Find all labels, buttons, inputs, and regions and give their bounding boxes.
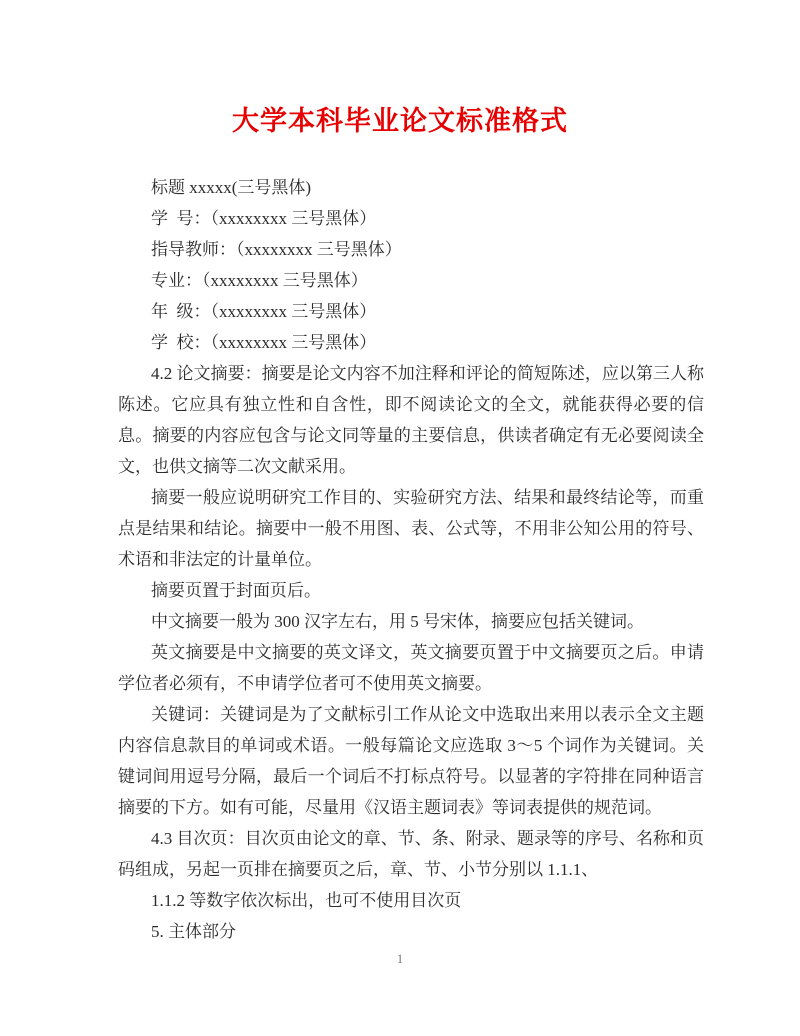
body-paragraph-chinese-abstract: 中文摘要一般为 300 汉字左右，用 5 号宋体，摘要应包括关键词。	[151, 612, 644, 631]
field-line-major: 专业：（xxxxxxxx 三号黑体）	[151, 271, 368, 290]
field-line-advisor: 指导教师：（xxxxxxxx 三号黑体）	[151, 240, 402, 259]
body-paragraph-toc-page: 4.3 目次页：目次页由论文的章、节、条、附录、题录等的序号、名称和页码组成，另起一页排在摘要页之后，章、节、小节分别以 1.1.1、	[118, 829, 704, 879]
page-number: 1	[396, 951, 404, 966]
field-line-school: 学 校：（xxxxxxxx 三号黑体）	[151, 333, 377, 352]
body-paragraph-toc-numbering: 1.1.2 等数字依次标出，也可不使用目次页	[151, 891, 462, 910]
body-paragraph-abstract-definition: 4.2 论文摘要：摘要是论文内容不加注释和评论的简短陈述，应以第三人称陈述。它应具有独立性和自含性，即不阅读论文的全文，就能获得必要的信息。摘要的内容应包含与论文同等量的主要信息，供读者确定有无必要阅读全文，也供文摘等二次文献采用。	[118, 364, 704, 476]
body-paragraph-abstract-placement: 摘要页置于封面页后。	[151, 581, 321, 600]
field-line-student-id: 学 号：（xxxxxxxx 三号黑体）	[151, 209, 377, 228]
body-paragraph-english-abstract: 英文摘要是中文摘要的英文译文，英文摘要页置于中文摘要页之后。申请学位者必须有，不申请学位者可不使用英文摘要。	[118, 643, 704, 693]
body-paragraph-abstract-content: 摘要一般应说明研究工作目的、实验研究方法、结果和最终结论等，而重点是结果和结论。摘要中一般不用图、表、公式等，不用非公知公用的符号、术语和非法定的计量单位。	[118, 488, 704, 569]
field-line-grade: 年 级：（xxxxxxxx 三号黑体）	[151, 302, 377, 321]
field-line-thesis-title: 标题 xxxxx(三号黑体)	[151, 178, 312, 197]
body-paragraph-keywords: 关键词：关键词是为了文献标引工作从论文中选取出来用以表示全文主题内容信息款目的单词或术语。一般每篇论文应选取 3～5 个词作为关键词。关键词间用逗号分隔，最后一个词后不打标点符号。以显著的字符排在同种语言摘要的下方。如有可能，尽量用《汉语主题词表》等词表提供的规范词。	[118, 705, 704, 817]
document-title: 大学本科毕业论文标准格式	[232, 106, 568, 136]
document-body	[118, 172, 704, 947]
body-paragraph-main-section-heading: 5. 主体部分	[151, 922, 236, 941]
